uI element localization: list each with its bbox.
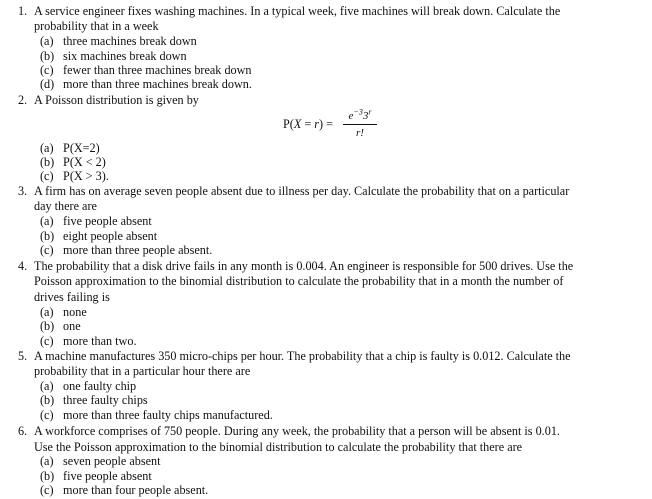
- exercise-number: 3.: [18, 184, 28, 198]
- poisson-formula: [283, 109, 393, 143]
- subquestion: [40, 454, 161, 469]
- subquestion: [40, 77, 252, 92]
- subquestion-label: (a): [40, 141, 54, 155]
- fraction-bar: [343, 124, 377, 125]
- subquestion: [40, 169, 109, 184]
- exercise-text-line: A machine manufactures 350 micro-chips per hour. The probability that a chip is faulty is 0.012. Calculate the: [34, 349, 571, 363]
- subquestion-text: three faulty chips: [63, 393, 148, 407]
- subquestion: [40, 229, 157, 244]
- formula-fraction: [343, 109, 377, 140]
- subquestion-label: (a): [40, 214, 54, 228]
- subquestion: [40, 49, 187, 64]
- subquestion-label: (a): [40, 454, 54, 468]
- subquestion-text: one faulty chip: [63, 379, 137, 393]
- subquestion: [40, 243, 212, 258]
- exercise-text-line: probability that in a week: [34, 19, 159, 33]
- subquestion-text: six machines break down: [63, 49, 187, 63]
- exercise-text-line: Poisson approximation to the binomial distribution to calculate the probability that in a month the number of: [34, 274, 564, 288]
- subquestion-label: (b): [40, 393, 55, 407]
- formula-numerator: $e^{-3}3^r$: [348, 107, 372, 122]
- exercise-number: 2.: [18, 93, 28, 107]
- subquestion-text: P(X < 2): [63, 155, 106, 169]
- subquestion: [40, 469, 152, 484]
- subquestion: [40, 214, 152, 229]
- subquestion: [40, 393, 148, 408]
- subquestion-label: (b): [40, 49, 55, 63]
- subquestion: [40, 305, 87, 320]
- exercise-number: 1.: [18, 4, 28, 18]
- subquestion: [40, 334, 137, 349]
- subquestion-label: (c): [40, 243, 54, 257]
- exercise-text-line: A workforce comprises of 750 people. During any week, the probability that a person will be absent is 0.01.: [34, 424, 560, 438]
- subquestion: [40, 141, 100, 156]
- subquestion-text: seven people absent: [63, 454, 161, 468]
- exercise-text-line: Use the Poisson approximation to the binomial distribution to calculate the probability that there are: [34, 440, 523, 454]
- exercise-text-line: A firm has on average seven people absent due to illness per day. Calculate the probability that on a particular: [34, 184, 570, 198]
- exercise-text-line: The probability that a disk drive fails in any month is 0.004. An engineer is responsible for 500 drives. Use the: [34, 259, 574, 273]
- exercise-number: 4.: [18, 259, 28, 273]
- subquestion-label: (b): [40, 229, 55, 243]
- subquestion-text: eight people absent: [63, 229, 158, 243]
- subquestion-label: (d): [40, 77, 55, 91]
- subquestion-label: (a): [40, 379, 54, 393]
- subquestion-label: (c): [40, 483, 54, 497]
- subquestion-text: fewer than three machines break down: [63, 63, 252, 77]
- subquestion: [40, 408, 273, 423]
- subquestion-label: (b): [40, 469, 55, 483]
- exercise-text-line: drives failing is: [34, 290, 110, 304]
- exercise-text-line: A service engineer fixes washing machines. In a typical week, five machines will break down. Calculate the: [34, 4, 561, 18]
- exercise-text-line: day there are: [34, 199, 97, 213]
- subquestion: [40, 379, 136, 394]
- subquestion-label: (b): [40, 319, 55, 333]
- subquestion-label: (a): [40, 305, 54, 319]
- subquestion: [40, 34, 197, 49]
- subquestion-text: P(X > 3).: [63, 169, 109, 183]
- exercise-number: 5.: [18, 349, 28, 363]
- subquestion: [40, 155, 106, 170]
- subquestion-label: (a): [40, 34, 54, 48]
- subquestion: [40, 483, 208, 498]
- subquestion-text: more than four people absent.: [63, 483, 209, 497]
- subquestion-text: more than three machines break down.: [63, 77, 252, 91]
- subquestion-text: five people absent: [63, 214, 152, 228]
- subquestion-text: more than three people absent.: [63, 243, 213, 257]
- subquestion-label: (c): [40, 408, 54, 422]
- exercise-number: 6.: [18, 424, 28, 438]
- subquestion-label: (c): [40, 169, 54, 183]
- subquestion: [40, 319, 81, 334]
- subquestion-label: (b): [40, 155, 55, 169]
- formula-lhs: P(X = r) =: [283, 117, 333, 131]
- exercise-text-line: probability that in a particular hour there are: [34, 364, 251, 378]
- subquestion-text: more than three faulty chips manufactured.: [63, 408, 273, 422]
- subquestion-text: more than two.: [63, 334, 137, 348]
- subquestion-text: P(X=2): [63, 141, 100, 155]
- subquestion-label: (c): [40, 63, 54, 77]
- subquestion-text: three machines break down: [63, 34, 197, 48]
- subquestion-text: one: [63, 319, 81, 333]
- formula-denominator: r!: [356, 127, 364, 139]
- subquestion-text: none: [63, 305, 87, 319]
- subquestion-label: (c): [40, 334, 54, 348]
- exercise-text-line: A Poisson distribution is given by: [34, 93, 199, 107]
- subquestion-text: five people absent: [63, 469, 152, 483]
- subquestion: [40, 63, 252, 78]
